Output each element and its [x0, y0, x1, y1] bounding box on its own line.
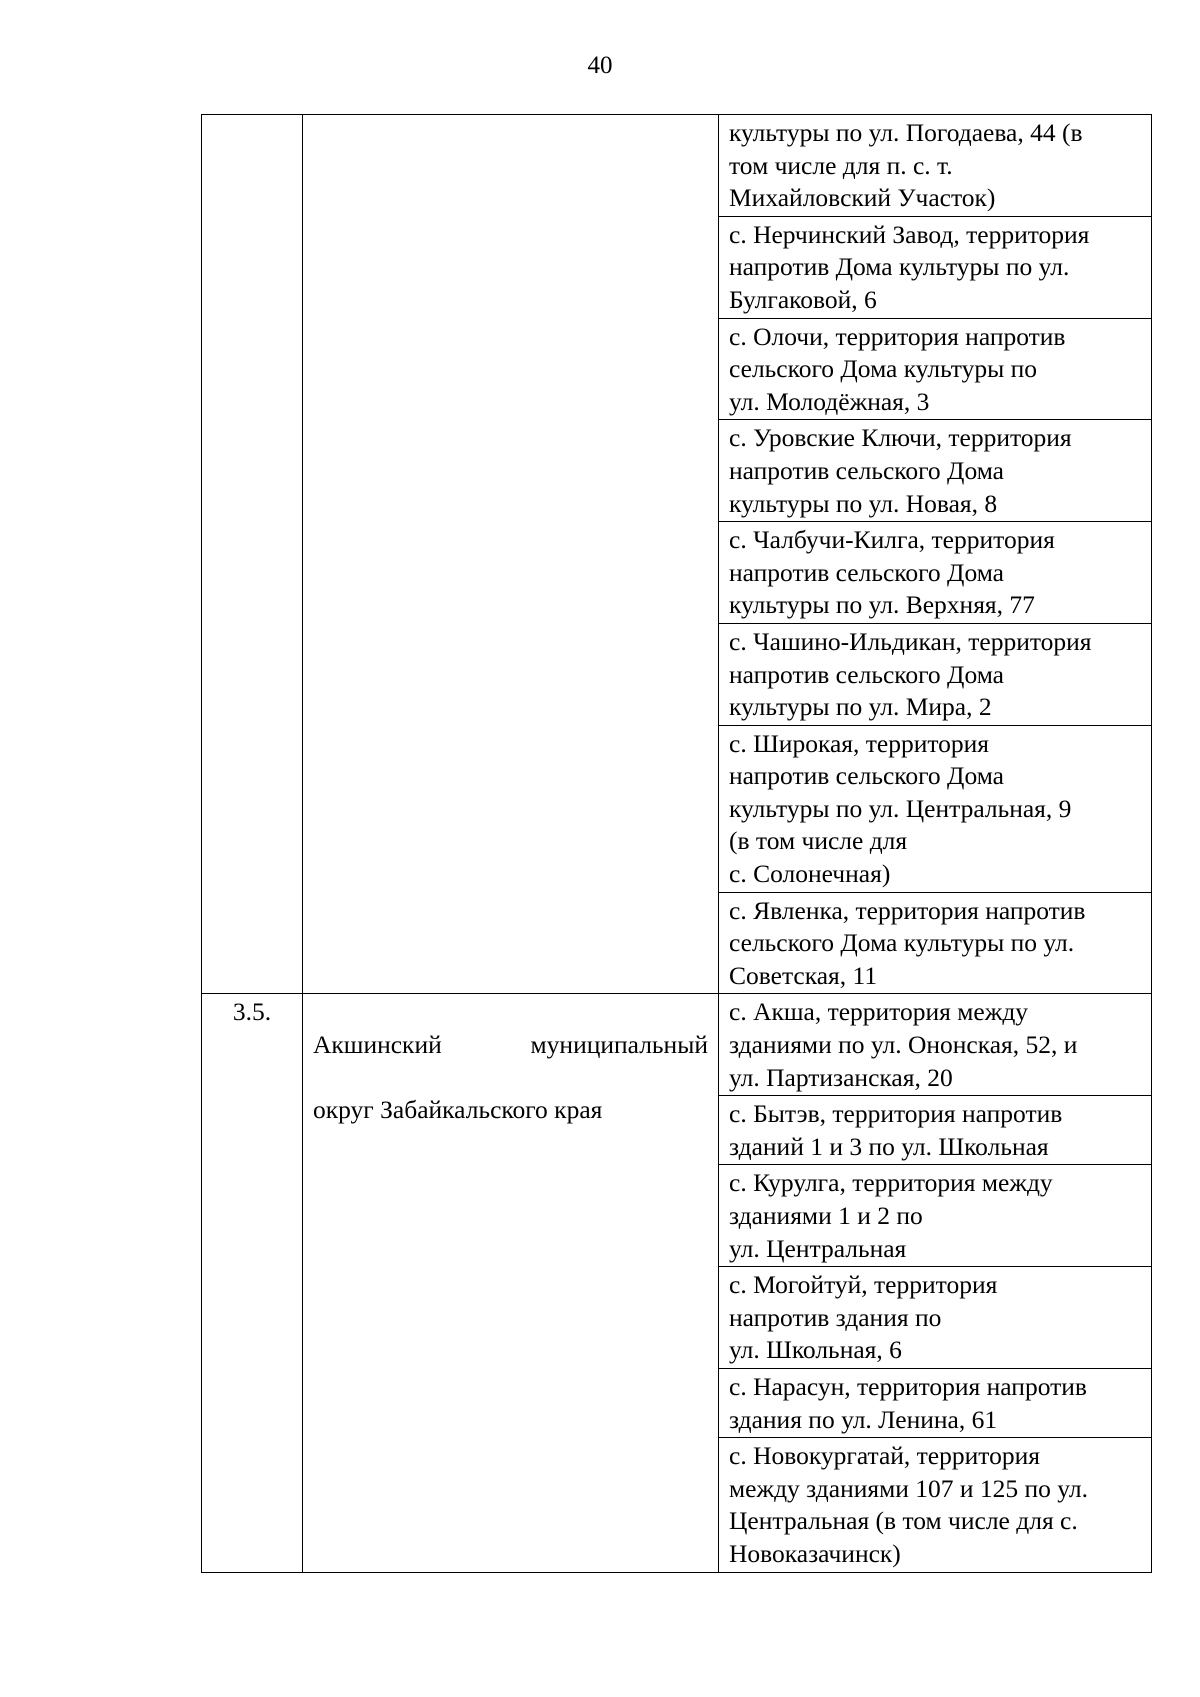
place-cell: с. Курулга, территория между зданиями 1 и 2 по ул. Центральная: [719, 1165, 1152, 1267]
municipality-cell: [303, 994, 719, 1572]
place-cell: с. Олочи, территория напротив сельского Дома культуры по ул. Молодёжная, 3: [719, 318, 1152, 420]
place-cell: с. Чашино-Ильдикан, территория напротив сельского Дома культуры по ул. Мира, 2: [719, 623, 1152, 725]
locations-table: [201, 114, 1152, 1573]
place-cell: с. Новокургатай, территория между зданиями 107 и 125 по ул. Центральная (в том числе для с. Новоказачинск): [719, 1438, 1152, 1572]
municipality-cell: [303, 115, 719, 994]
place-cell: с. Акша, территория между зданиями по ул. Ононская, 52, и ул. Партизанская, 20: [719, 994, 1152, 1096]
place-cell: с. Уровские Ключи, территория напротив сельского Дома культуры по ул. Новая, 8: [719, 420, 1152, 522]
municipality-name-line2: округ Забайкальского края: [313, 1095, 603, 1125]
table-row: [202, 994, 1152, 1096]
place-cell: с. Чалбучи-Килга, территория напротив сельского Дома культуры по ул. Верхняя, 77: [719, 522, 1152, 624]
item-number-cell: [202, 115, 303, 994]
place-cell: с. Нерчинский Завод, территория напротив Дома культуры по ул. Булгаковой, 6: [719, 216, 1152, 318]
place-cell: с. Бытэв, территория напротив зданий 1 и 3 по ул. Школьная: [719, 1096, 1152, 1165]
place-cell: с. Широкая, территория напротив сельского Дома культуры по ул. Центральная, 9 (в том числе для с. Солонечная): [719, 725, 1152, 892]
item-number-cell: 3.5.: [202, 994, 303, 1572]
page-number: 40: [587, 52, 613, 79]
place-cell: с. Могойтуй, территория напротив здания по ул. Школьная, 6: [719, 1267, 1152, 1369]
place-cell: с. Явленка, территория напротив сельского Дома культуры по ул. Советская, 11: [719, 892, 1152, 994]
table-row: [202, 115, 1152, 217]
place-cell: культуры по ул. Погодаева, 44 (в том числе для п. с. т. Михайловский Участок): [719, 115, 1152, 217]
municipality-name-line1: Акшинский муниципальный: [313, 1030, 708, 1060]
place-cell: с. Нарасун, территория напротив здания по ул. Ленина, 61: [719, 1368, 1152, 1437]
